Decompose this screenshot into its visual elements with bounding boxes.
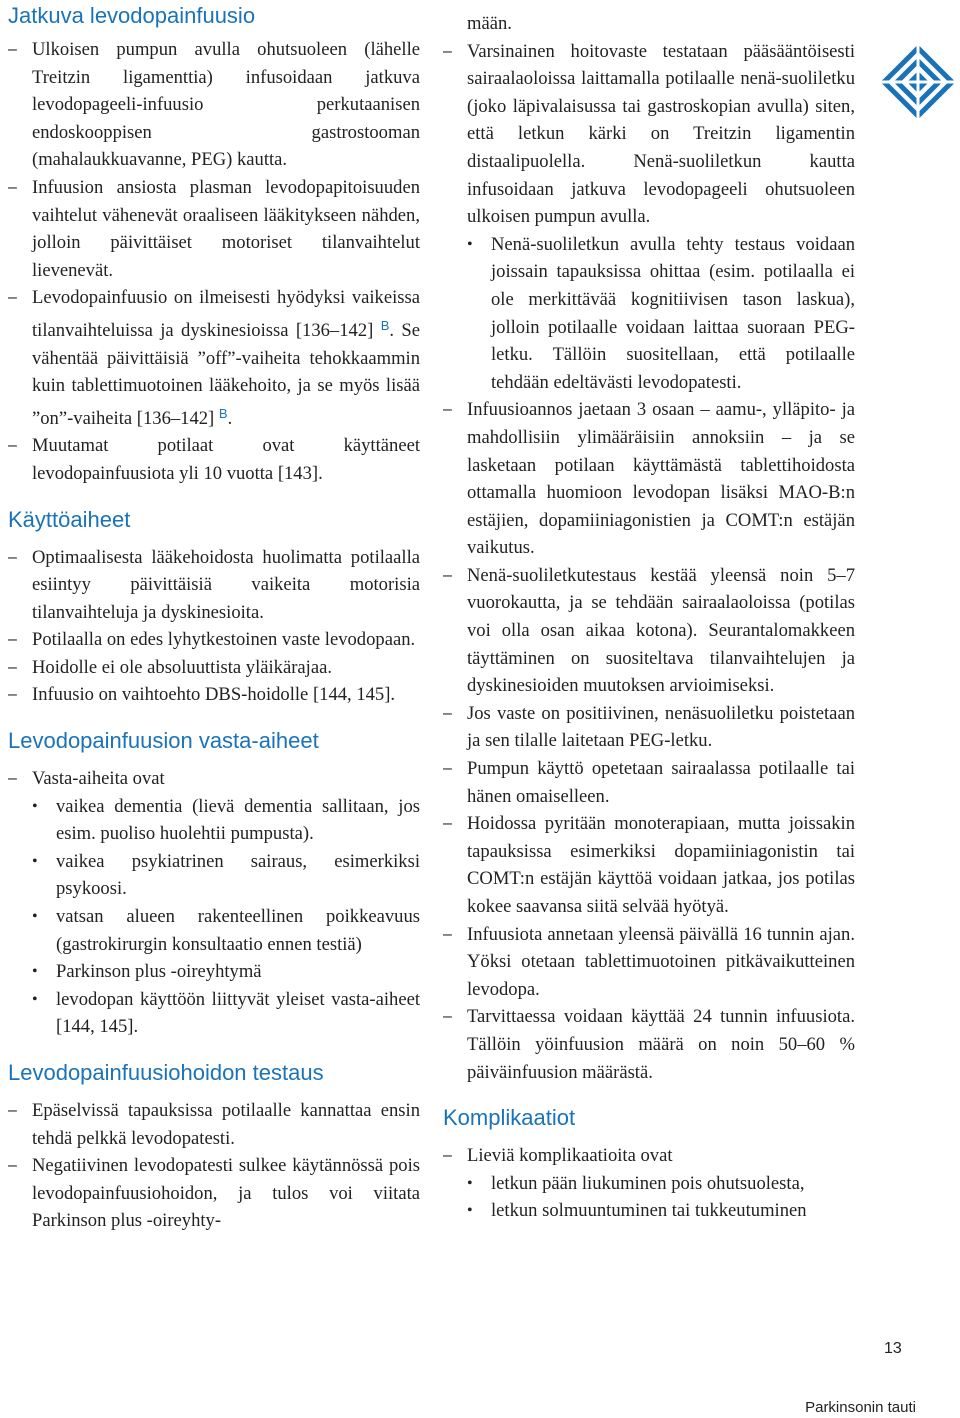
list-item	[443, 396, 855, 562]
list-item-text: mään.	[467, 13, 512, 34]
bullet-marker: •	[32, 908, 38, 926]
bullet-item	[443, 231, 855, 397]
section-heading-indications: Käyttöaiheet	[8, 506, 131, 532]
dash-marker: –	[443, 1147, 452, 1165]
list-item	[443, 1142, 855, 1170]
list-item	[443, 755, 855, 810]
section-title-continuous-infusion: Jatkuva levodopainfuusio	[8, 3, 256, 28]
section-heading-testing: Levodopainfuusiohoidon testaus	[8, 1060, 324, 1085]
dash-marker: –	[8, 437, 17, 455]
bullet-item-text: vaikea psykiatrinen sairaus, esimerkiksi psykoosi.	[56, 850, 420, 900]
section-heading-contraindications: Levodopainfuusion vasta-aiheet	[8, 728, 319, 754]
dash-marker: –	[8, 41, 17, 58]
dash-marker: –	[443, 815, 452, 833]
list-item-text: Levodopainfuusio on ilmeisesti hyödyksi vaikeissa tilanvaihteluissa ja dyskinesioissa [136–142]	[32, 287, 420, 341]
bullet-marker: •	[32, 963, 38, 981]
list-item-text: Hoidolle ei ole absoluuttista yläikärajaa.	[32, 656, 332, 678]
list-item-text: Lieviä komplikaatioita ovat	[467, 1145, 673, 1167]
list-item	[443, 810, 855, 920]
list-item	[8, 432, 420, 487]
dash-marker: –	[8, 631, 17, 649]
list-item	[8, 174, 420, 284]
evidence-grade-badge: B	[218, 405, 228, 421]
list-item-text: Vasta-aiheita ovat	[32, 768, 165, 790]
bullet-marker: •	[467, 1202, 473, 1220]
list-item	[8, 681, 420, 709]
bullet-marker: •	[32, 852, 38, 870]
list-item-text: Negatiivinen levodopatesti sulkee käytännössä pois levodopainfuusiohoidon, ja tulos voi viitata Parkinson plus -oireyhty-	[32, 1155, 420, 1232]
bullet-marker: •	[32, 990, 38, 1008]
list-item-text: . Se vähentää päivittäisiä ”off”-vaiheita tehokkaammin kuin tablettimuotoinen lääkehoito, ja se myös lisää ”on”-vaiheita [136–142]	[32, 319, 421, 429]
list-item-text: Potilaalla on edes lyhytkestoinen vaste levodopaan.	[32, 629, 416, 651]
dash-marker: –	[443, 566, 452, 584]
footer-title: Parkinsonin tauti	[805, 1399, 916, 1416]
dash-marker: –	[443, 704, 452, 722]
dash-marker: –	[8, 289, 17, 307]
dash-marker: –	[8, 548, 17, 566]
list-item-text: Infuusiota annetaan yleensä päivällä 16 tunnin ajan. Yöksi otetaan tablettimuotoinen pitkävaikutteinen levodopa.	[467, 923, 855, 1000]
dash-marker: –	[443, 42, 452, 60]
dash-marker: –	[8, 770, 17, 788]
bullet-marker: •	[467, 1174, 473, 1192]
continuation-text	[443, 10, 855, 38]
bullet-item-text: Parkinson plus -oireyhtymä	[56, 961, 262, 983]
list-item	[8, 765, 420, 793]
dash-marker: –	[443, 401, 452, 419]
list-item	[443, 921, 855, 1004]
list-item-text: Optimaalisesta lääkehoidosta huolimatta potilaalla esiintyy päivittäisiä vaikeita motorisia tilanvaihteluja ja dyskinesioita.	[32, 546, 420, 623]
dash-marker: –	[8, 658, 17, 676]
dash-marker: –	[443, 760, 452, 778]
right-column	[443, 0, 855, 1225]
list-item	[8, 1152, 420, 1235]
bullet-item	[8, 903, 420, 958]
dash-marker: –	[8, 1102, 17, 1119]
dash-marker: –	[443, 1008, 452, 1026]
list-item-text: Pumpun käyttö opetetaan sairaalassa potilaalle tai hänen omaiselleen.	[467, 758, 855, 807]
list-item-text: Muutamat potilaat ovat käyttäneet levodopainfuusiota yli 10 vuotta [143].	[32, 435, 420, 484]
list-item-text: Infuusioannos jaetaan 3 osaan – aamu-, ylläpito- ja mahdollisiin ylimääräisiin annoksiin – ja se lasketaan potilaan käyttämästä tablettihoidosta ottamalla huomioon levodopan lisäksi MAO-B:n estäjien, dopamiiniagonistien ja COMT:n estäjän vaikutus.	[467, 399, 855, 559]
bullet-item	[8, 958, 420, 986]
bullet-item-text: levodopan käyttöön liittyvät yleiset vasta-aiheet [144, 145].	[56, 988, 420, 1038]
page-number: 13	[884, 1340, 902, 1357]
list-item-text: Jos vaste on positiivinen, nenäsuoliletku poistetaan ja sen tilalle laitetaan PEG-letku.	[467, 702, 855, 752]
bullet-item-text: vaikea dementia (lievä dementia sallitaan, jos esim. puoliso huolehtii pumpusta).	[56, 795, 420, 845]
evidence-grade-badge: B	[380, 317, 390, 333]
list-item	[443, 700, 855, 755]
bullet-marker: •	[467, 235, 473, 253]
list-item-text: Varsinainen hoitovaste testataan pääsääntöisesti sairaalaoloissa laittamalla potilaalle nenä-suoliletku (joko läpivalaisussa tai gastroskopian avulla) siten, että letkun kärki on Treitzin ligamentin distaalipuolella. Nenä-suoliletkun kautta infusoidaan jatkuva levodopageeli ohutsuoleen ulkoisen pumpun avulla.	[467, 40, 855, 228]
bullet-item-text: Nenä-suoliletkun avulla tehty testaus voidaan joissain tapauksissa ohittaa (esim. potilaalla ei ole merkittävää kognitiivisen tason laskua), jolloin potilaalle voidaan laittaa suoraan PEG-letku. Tällöin suositellaan, että potilaalle tehdään edeltävästi levodopatesti.	[491, 233, 855, 393]
list-item-text: Nenä-suoliletkutestaus kestää yleensä noin 5–7 vuorokautta, ja se tehdään sairaalaoloissa (potilas voi olla osan aikaa kotona). Seurantalomakkeen täyttäminen on suositeltava tilanvaihtelujen ja dyskinesioiden muutoksen arvioimiseksi.	[467, 564, 855, 697]
bullet-item-text: letkun pään liukuminen pois ohutsuolesta,	[491, 1172, 805, 1194]
nested-diamond-logo-icon	[880, 44, 956, 120]
bullet-marker: •	[32, 797, 38, 815]
left-column	[8, 0, 420, 1235]
bullet-item-text: vatsan alueen rakenteellinen poikkeavuus (gastrokirurgin konsultaatio ennen testiä)	[56, 906, 420, 955]
dash-marker: –	[8, 178, 17, 196]
list-item-text: Infuusion ansiosta plasman levodopapitoisuuden vaihtelut vähenevät oraaliseen lääkitykseen nähden, jolloin päivittäiset motoriset tilanvaihtelut lievenevät.	[32, 176, 420, 281]
list-item	[8, 654, 420, 682]
list-item	[443, 38, 855, 231]
bullet-item-text: letkun solmuuntuminen tai tukkeutuminen	[491, 1200, 807, 1222]
list-item	[8, 626, 420, 654]
list-item	[8, 284, 420, 432]
list-item-text: Hoidossa pyritään monoterapiaan, mutta joissakin tapauksissa esimerkiksi dopamiiniagonistin tai COMT:n estäjän käyttöä voidaan jatkaa, jos potilas kokee saavansa siitä selvää hyötyä.	[467, 813, 855, 917]
list-item	[8, 1097, 420, 1152]
dash-marker: –	[8, 1157, 17, 1175]
list-item	[443, 1003, 855, 1086]
dash-marker: –	[8, 686, 17, 704]
dash-marker: –	[443, 925, 452, 943]
list-item-text: Infuusio on vaihtoehto DBS-hoidolle [144, 145].	[32, 684, 396, 706]
bullet-item	[8, 848, 420, 903]
bullet-item	[443, 1197, 855, 1225]
list-item-text: .	[227, 407, 233, 429]
list-item-text: Epäselvissä tapauksissa potilaalle kannattaa ensin tehdä pelkkä levodopatesti.	[32, 1100, 420, 1149]
bullet-item	[8, 986, 420, 1041]
list-item-text: Ulkoisen pumpun avulla ohutsuoleen (lähelle Treitzin ligamenttia) infusoidaan jatkuva levodopageeli-infuusio perkutaanisen endoskooppisen gastrostooman (mahalaukkuavanne, PEG) kautta.	[32, 39, 420, 171]
list-item	[443, 562, 855, 700]
list-item	[8, 36, 420, 174]
section-heading-complications: Komplikaatiot	[443, 1105, 576, 1131]
list-item-text: Tarvittaessa voidaan käyttää 24 tunnin infuusiota. Tällöin yöinfuusion määrä on noin 50–60 % päiväinfuusion määrästä.	[467, 1006, 855, 1083]
bullet-item	[8, 793, 420, 848]
list-item	[8, 544, 420, 627]
bullet-item	[443, 1170, 855, 1198]
